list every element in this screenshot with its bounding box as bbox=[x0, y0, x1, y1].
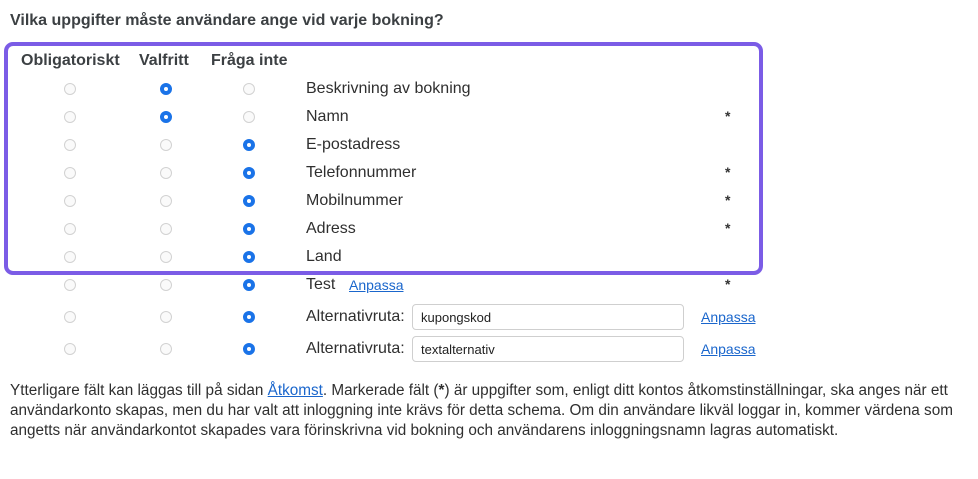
field-label: Telefonnummer bbox=[306, 164, 417, 181]
field-label: Beskrivning av bokning bbox=[306, 80, 471, 97]
radio-mandatory[interactable] bbox=[64, 311, 76, 323]
radio-optional[interactable] bbox=[160, 195, 172, 207]
radio-optional[interactable] bbox=[160, 83, 172, 95]
radio-mandatory[interactable] bbox=[64, 223, 76, 235]
radio-optional[interactable] bbox=[160, 311, 172, 323]
field-row bbox=[0, 159, 978, 187]
alternative-field-label: Alternativruta: bbox=[306, 308, 405, 325]
radio-mandatory[interactable] bbox=[64, 111, 76, 123]
radio-dont-ask[interactable] bbox=[243, 139, 255, 151]
access-link[interactable]: Åtkomst bbox=[267, 382, 323, 399]
footer-part1: Ytterligare fält kan läggas till på sidan bbox=[10, 382, 268, 399]
footer-part2: . Markerade fält ( bbox=[322, 382, 439, 399]
radio-dont-ask[interactable] bbox=[243, 111, 255, 123]
radio-mandatory[interactable] bbox=[64, 139, 76, 151]
alternative-field-label: Alternativruta: bbox=[306, 340, 405, 357]
column-header-mandatory: Obligatoriskt bbox=[21, 52, 120, 69]
radio-dont-ask[interactable] bbox=[243, 83, 255, 95]
required-asterisk: * bbox=[725, 192, 731, 209]
customize-link[interactable]: Anpassa bbox=[701, 309, 756, 325]
customize-link[interactable]: Anpassa bbox=[349, 277, 404, 293]
radio-optional[interactable] bbox=[160, 343, 172, 355]
required-asterisk: * bbox=[725, 108, 731, 125]
field-row bbox=[0, 215, 978, 243]
customize-link[interactable]: Anpassa bbox=[701, 341, 756, 357]
radio-dont-ask[interactable] bbox=[243, 223, 255, 235]
radio-optional[interactable] bbox=[160, 251, 172, 263]
field-label: Mobilnummer bbox=[306, 192, 403, 209]
field-row bbox=[0, 187, 978, 215]
required-asterisk: * bbox=[725, 276, 731, 293]
radio-mandatory[interactable] bbox=[64, 343, 76, 355]
radio-mandatory[interactable] bbox=[64, 251, 76, 263]
radio-optional[interactable] bbox=[160, 223, 172, 235]
field-label: E-postadress bbox=[306, 136, 401, 153]
radio-optional[interactable] bbox=[160, 279, 172, 291]
alternative-field-input[interactable] bbox=[412, 336, 684, 362]
field-row bbox=[0, 271, 978, 299]
alternative-field-row bbox=[0, 334, 978, 364]
alternative-field-input[interactable] bbox=[412, 304, 684, 330]
column-header-optional: Valfritt bbox=[139, 52, 189, 69]
field-label: Adress bbox=[306, 220, 356, 237]
required-asterisk: * bbox=[725, 220, 731, 237]
radio-optional[interactable] bbox=[160, 111, 172, 123]
radio-dont-ask[interactable] bbox=[243, 343, 255, 355]
field-row bbox=[0, 103, 978, 131]
field-label: Test bbox=[306, 276, 336, 293]
alternative-field-row bbox=[0, 302, 978, 332]
footer-asterisk: * bbox=[438, 382, 445, 399]
radio-dont-ask[interactable] bbox=[243, 251, 255, 263]
field-row bbox=[0, 131, 978, 159]
radio-optional[interactable] bbox=[160, 167, 172, 179]
radio-dont-ask[interactable] bbox=[243, 195, 255, 207]
radio-dont-ask[interactable] bbox=[243, 167, 255, 179]
radio-mandatory[interactable] bbox=[64, 279, 76, 291]
radio-mandatory[interactable] bbox=[64, 195, 76, 207]
field-label: Land bbox=[306, 248, 342, 265]
radio-dont-ask[interactable] bbox=[243, 279, 255, 291]
question-heading: Vilka uppgifter måste användare ange vid varje bokning? bbox=[10, 12, 444, 29]
radio-mandatory[interactable] bbox=[64, 83, 76, 95]
footer-text bbox=[10, 381, 972, 441]
radio-optional[interactable] bbox=[160, 139, 172, 151]
required-asterisk: * bbox=[725, 164, 731, 181]
field-row bbox=[0, 243, 978, 271]
radio-mandatory[interactable] bbox=[64, 167, 76, 179]
column-header-dont-ask: Fråga inte bbox=[211, 52, 288, 69]
field-label: Namn bbox=[306, 108, 349, 125]
radio-dont-ask[interactable] bbox=[243, 311, 255, 323]
field-row bbox=[0, 75, 978, 103]
footer-part3: ) är uppgifter som, enligt ditt kontos åtkomstinställningar, ska anges när ett användarkonto skapas, men du har valt att inloggning inte krävs för detta schema. Om din användare likväl loggar in, kommer värdena som angetts när användarkontot skapades vara förinskrivna vid bokning och användarens inloggningsnamn lagras automatiskt. bbox=[10, 382, 953, 439]
